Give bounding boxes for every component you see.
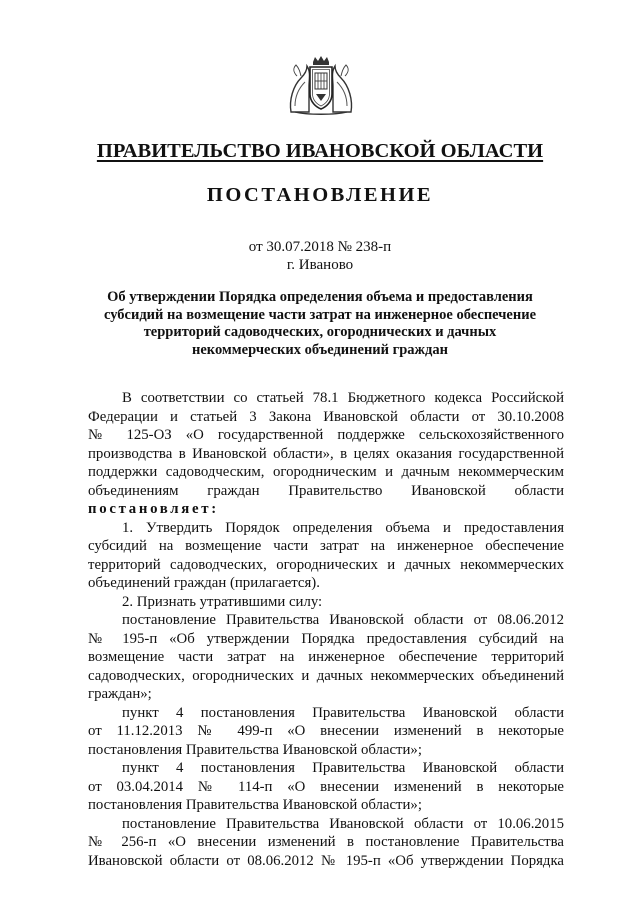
decree-subject xyxy=(85,289,555,359)
subject-line: некоммерческих объединений граждан xyxy=(192,341,448,358)
decree-city: г. Иваново xyxy=(286,257,354,273)
item1-line: 1. Утвердить Порядок определения объема и предоставления xyxy=(122,519,564,536)
item2-line: 2. Признать утратившими силу: xyxy=(122,593,323,610)
repeal3-line: постановления Правительства Ивановской области»; xyxy=(88,797,422,813)
repeal4-line: Ивановской области от 08.06.2012 № 195-п «Об утверждении Порядка xyxy=(88,852,564,869)
government-title: ПРАВИТЕЛЬСТВО ИВАНОВСКОЙ ОБЛАСТИ xyxy=(96,140,544,162)
preamble-line: производства в Ивановской области», в целях оказания государственной xyxy=(88,445,564,462)
repeal4-line: № 256-п «О внесении изменений в постановление Правительства xyxy=(88,834,564,850)
coat-of-arms-graphic xyxy=(287,56,355,116)
repeal1-line: возмещение части затрат на инженерное обеспечение территорий xyxy=(88,649,564,665)
repeal2-line: от 11.12.2013 № 499-п «О внесении изменений в некоторые xyxy=(88,723,564,739)
repeal2-line: постановления Правительства Ивановской области»; xyxy=(88,741,422,758)
subject-line: территорий садоводческих, огороднических и дачных xyxy=(143,324,497,340)
preamble-line: № 125-ОЗ «О государственной поддержке сельскохозяйственного xyxy=(88,427,564,443)
preamble-line: поддержки садоводческим, огородническим и дачным некоммерческим xyxy=(88,464,564,480)
subject-line: субсидий на возмещение части затрат на инженерное обеспечение xyxy=(103,306,537,323)
repeal1-line: постановление Правительства Ивановской области от 08.06.2012 xyxy=(122,612,564,628)
decree-body xyxy=(88,389,564,870)
decree-date-number: от 30.07.2018 № 238-п xyxy=(248,239,392,255)
repeal3-line: от 03.04.2014 № 114-п «О внесении изменений в некоторые xyxy=(88,778,564,795)
coat-of-arms-icon xyxy=(287,56,355,116)
repeal4-line: постановление Правительства Ивановской области от 10.06.2015 xyxy=(122,815,564,832)
item1-line: объединений граждан (прилагается). xyxy=(88,575,320,591)
repeal1-line: садоводческих, огороднических и дачных некоммерческих объединений xyxy=(88,667,564,684)
resolves-word: постановляет: xyxy=(88,501,219,517)
document-type-title: ПОСТАНОВЛЕНИЕ xyxy=(206,184,434,206)
preamble-line: Федерации и статьей 3 Закона Ивановской области от 30.10.2008 xyxy=(88,408,564,425)
item1-line: субсидий на возмещение части затрат на инженерное обеспечение xyxy=(88,538,564,554)
subject-line: Об утверждении Порядка определения объема и предоставления xyxy=(107,289,533,305)
repeal2-line: пункт 4 постановления Правительства Ивановской области xyxy=(122,704,564,721)
repeal1-line: граждан»; xyxy=(88,686,152,702)
repeal1-line: № 195-п «Об утверждении Порядка предоставления субсидий на xyxy=(88,630,564,647)
preamble-line: объединениям граждан Правительство Ивановской области xyxy=(88,482,564,499)
repeal3-line: пункт 4 постановления Правительства Ивановской области xyxy=(122,760,564,776)
item1-line: территорий садоводческих, огороднических и дачных некоммерческих xyxy=(88,556,564,573)
preamble-line: В соответствии со статьей 78.1 Бюджетного кодекса Российской xyxy=(122,390,564,406)
